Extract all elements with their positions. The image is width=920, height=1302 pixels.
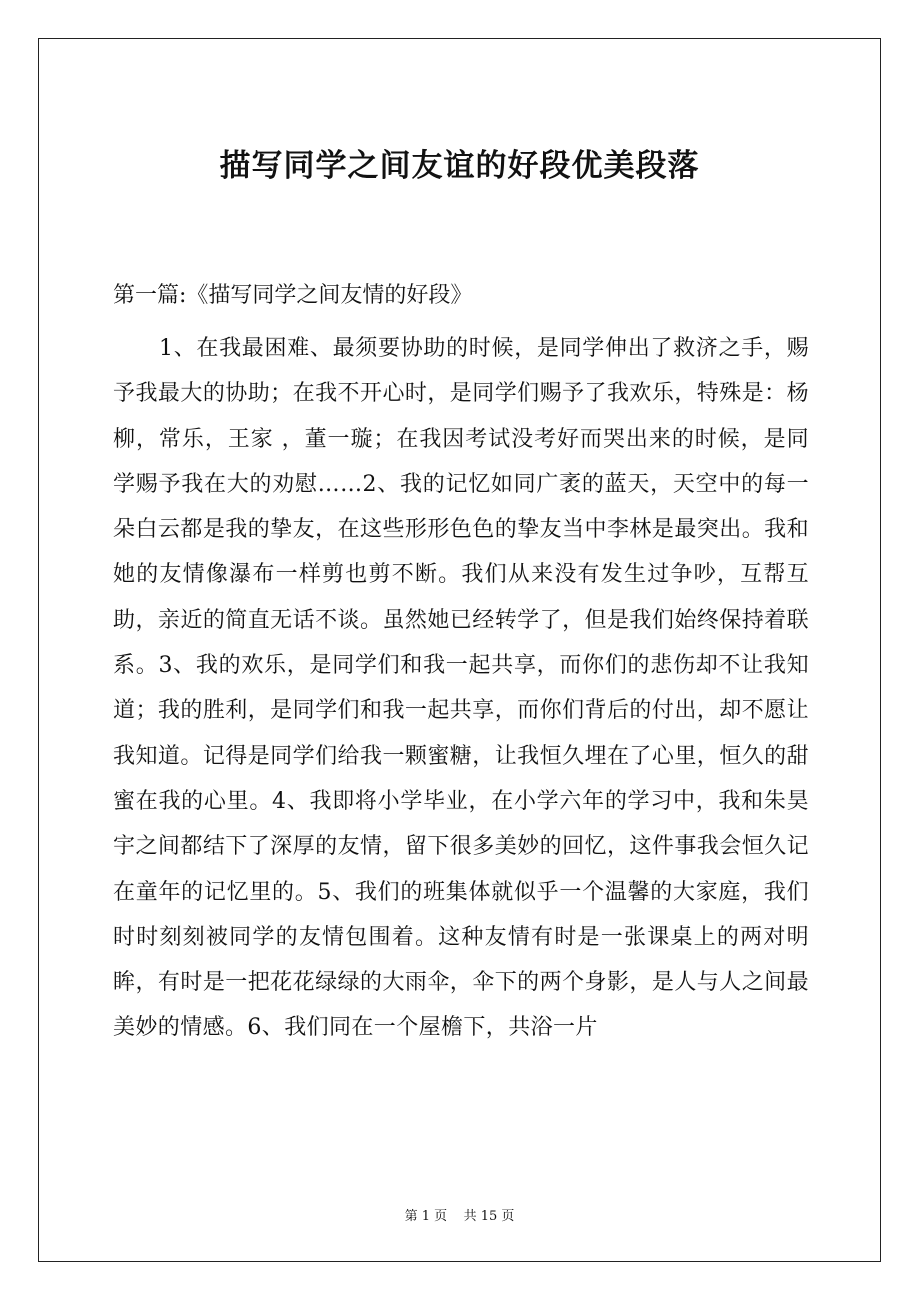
page-footer: 第 1 页 共 15 页 xyxy=(404,1209,515,1224)
document-title: 描写同学之间友谊的好段优美段落 xyxy=(219,148,700,184)
section-heading: 第一篇:《描写同学之间友情的好段》 xyxy=(113,283,473,308)
body-paragraph: 1、在我最困难、最须要协助的时候，是同学伸出了救济之手，赐予我最大的协助；在我不开心时，是同学们赐予了我欢乐，特殊是：杨柳，常乐，王家 ，董一璇；在我因考试没考好而哭出来的时候，是同学赐予我在大的劝慰……2、我的记忆如同广袤的蓝天，天空中的每一朵白云都是我的挚友，在这些形形色色的挚友当中李林是最突出。我和她的友情像瀑布一样剪也剪不断。我们从来没有发生过争吵，互帮互助，亲近的简直无话不谈。虽然她已经转学了，但是我们始终保持着联系。3、我的欢乐，是同学们和我一起共享，而你们的悲伤却不让我知道；我的胜利，是同学们和我一起共享，而你们背后的付出，却不愿让我知道。记得是同学们给我一颗蜜糖，让我恒久埋在了心里，恒久的甜蜜在我的心里。4、我即将小学毕业，在小学六年的学习中，我和朱昊宇之间都结下了深厚的友情，留下很多美妙的回忆，这件事我会恒久记在童年的记忆里的。5、我们的班集体就似乎一个温馨的大家庭，我们时时刻刻被同学的友情包围着。这种友情有时是一张课桌上的两对明眸，有时是一把花花绿绿的大雨伞，伞下的两个身影，是人与人之间最美妙的情感。6、我们同在一个屋檐下，共浴一片 xyxy=(113,336,809,1041)
